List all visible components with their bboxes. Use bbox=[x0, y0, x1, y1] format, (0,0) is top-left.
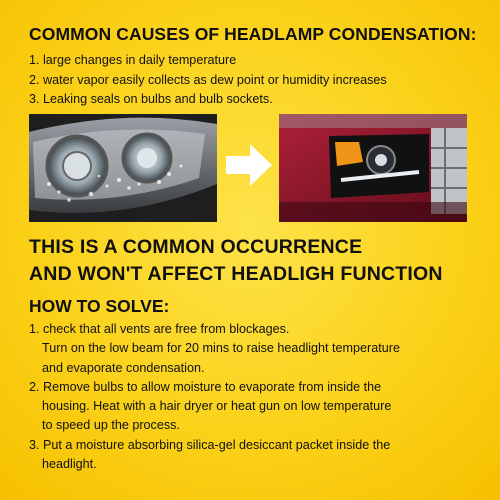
solve-steps bbox=[29, 320, 400, 474]
causes-list bbox=[29, 51, 387, 110]
causes-heading: COMMON CAUSES OF HEADLAMP CONDENSATION: bbox=[29, 24, 477, 44]
step-line: headlight. bbox=[42, 457, 97, 472]
notice-line: AND WON'T AFFECT HEADLIGH FUNCTION bbox=[29, 263, 443, 285]
truck-headlight-photo bbox=[279, 114, 467, 222]
step-line: to speed up the process. bbox=[42, 418, 180, 433]
step-line: Turn on the low beam for 20 mins to raise headlight temperature bbox=[42, 341, 400, 356]
solve-heading: HOW TO SOLVE: bbox=[29, 296, 170, 316]
step-line: housing. Heat with a hair dryer or heat gun on low temperature bbox=[42, 399, 392, 414]
cause-item: 2. water vapor easily collects as dew point or humidity increases bbox=[29, 72, 387, 87]
notice-line: THIS IS A COMMON OCCURRENCE bbox=[29, 236, 363, 258]
cause-item: 3. Leaking seals on bulbs and bulb sockets. bbox=[29, 92, 273, 106]
cause-item: 1. large changes in daily temperature bbox=[29, 53, 237, 67]
notice-banner bbox=[29, 234, 443, 288]
step-line: 2. Remove bulbs to allow moisture to evaporate from inside the bbox=[29, 379, 382, 394]
step-line: 1. check that all vents are free from blockages. bbox=[29, 322, 290, 336]
condensation-headlight-photo bbox=[29, 114, 217, 222]
right-arrow-icon bbox=[224, 140, 274, 190]
step-line: 3. Put a moisture absorbing silica-gel desiccant packet inside the bbox=[29, 437, 391, 452]
step-line: and evaporate condensation. bbox=[42, 360, 205, 375]
